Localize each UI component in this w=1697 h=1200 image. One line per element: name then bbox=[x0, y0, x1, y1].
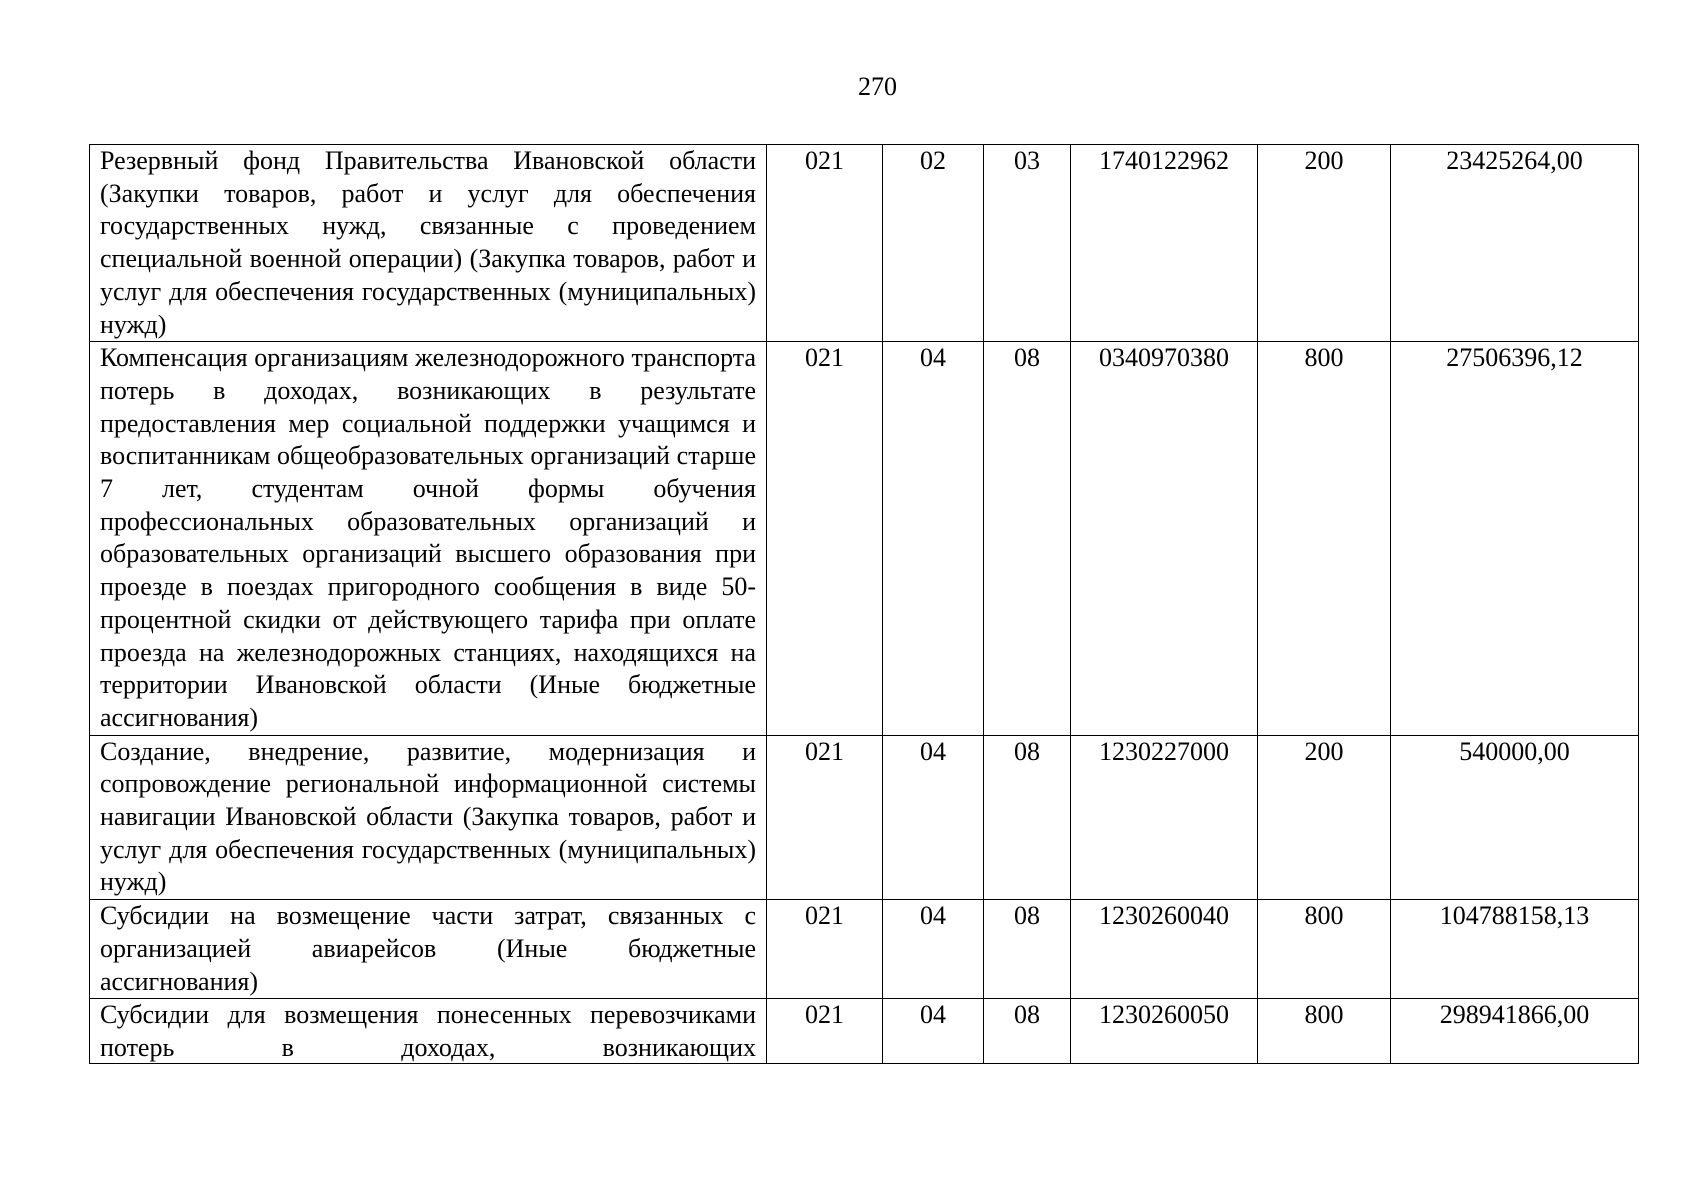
row-description: Компенсация организациям железнодорожного транспорта потерь в доходах, возникающих в результате предоставления мер социальной поддержки учащимся и воспитанникам общеобразовательных организаций старше 7 лет, студентам очной формы обучения профессиональных образовательных организаций и образовательных организаций высшего образования при проезде в поездах пригородного сообщения в виде 50-процентной скидки от действующего тарифа при оплате проезда на железнодорожных станциях, находящихся на территории Ивановской области (Иные бюджетные ассигнования) bbox=[90, 342, 767, 735]
expense-type-code: 800 bbox=[1258, 342, 1391, 735]
ministry-code: 021 bbox=[767, 735, 883, 900]
section-code: 04 bbox=[883, 900, 984, 999]
page-number: 270 bbox=[858, 72, 897, 101]
section-code: 02 bbox=[883, 145, 984, 342]
table-row bbox=[90, 900, 1639, 999]
target-article-code: 1230260040 bbox=[1071, 900, 1258, 999]
row-description: Субсидии на возмещение части затрат, связанных с организацией авиарейсов (Иные бюджетные ассигнования) bbox=[90, 900, 767, 999]
section-code: 04 bbox=[883, 999, 984, 1064]
subsection-code: 08 bbox=[984, 342, 1071, 735]
section-code: 04 bbox=[883, 735, 984, 900]
ministry-code: 021 bbox=[767, 145, 883, 342]
expense-type-code: 200 bbox=[1258, 145, 1391, 342]
table-row bbox=[90, 145, 1639, 342]
amount: 540000,00 bbox=[1391, 735, 1639, 900]
row-description: Резервный фонд Правительства Ивановской области (Закупки товаров, работ и услуг для обеспечения государственных нужд, связанные с проведением специальной военной операции) (Закупка товаров, работ и услуг для обеспечения государственных (муниципальных) нужд) bbox=[90, 145, 767, 342]
subsection-code: 08 bbox=[984, 735, 1071, 900]
table-row bbox=[90, 342, 1639, 735]
amount: 23425264,00 bbox=[1391, 145, 1639, 342]
row-description-cell bbox=[90, 999, 767, 1064]
target-article-code: 1230227000 bbox=[1071, 735, 1258, 900]
section-code: 04 bbox=[883, 342, 984, 735]
expense-type-code: 800 bbox=[1258, 900, 1391, 999]
expense-type-code: 800 bbox=[1258, 999, 1391, 1064]
subsection-code: 08 bbox=[984, 900, 1071, 999]
subsection-code: 08 bbox=[984, 999, 1071, 1064]
row-description: Субсидии для возмещения понесенных перевозчиками потерь в доходах, возникающих bbox=[100, 1000, 756, 1062]
target-article-code: 1230260050 bbox=[1071, 999, 1258, 1064]
table-row bbox=[90, 999, 1639, 1064]
ministry-code: 021 bbox=[767, 999, 883, 1064]
target-article-code: 0340970380 bbox=[1071, 342, 1258, 735]
budget-table bbox=[89, 144, 1639, 1064]
target-article-code: 1740122962 bbox=[1071, 145, 1258, 342]
amount: 298941866,00 bbox=[1391, 999, 1639, 1064]
amount: 104788158,13 bbox=[1391, 900, 1639, 999]
ministry-code: 021 bbox=[767, 900, 883, 999]
subsection-code: 03 bbox=[984, 145, 1071, 342]
ministry-code: 021 bbox=[767, 342, 883, 735]
table-row bbox=[90, 735, 1639, 900]
row-description: Создание, внедрение, развитие, модернизация и сопровождение региональной информационной системы навигации Ивановской области (Закупка товаров, работ и услуг для обеспечения государственных (муниципальных) нужд) bbox=[90, 735, 767, 900]
amount: 27506396,12 bbox=[1391, 342, 1639, 735]
expense-type-code: 200 bbox=[1258, 735, 1391, 900]
